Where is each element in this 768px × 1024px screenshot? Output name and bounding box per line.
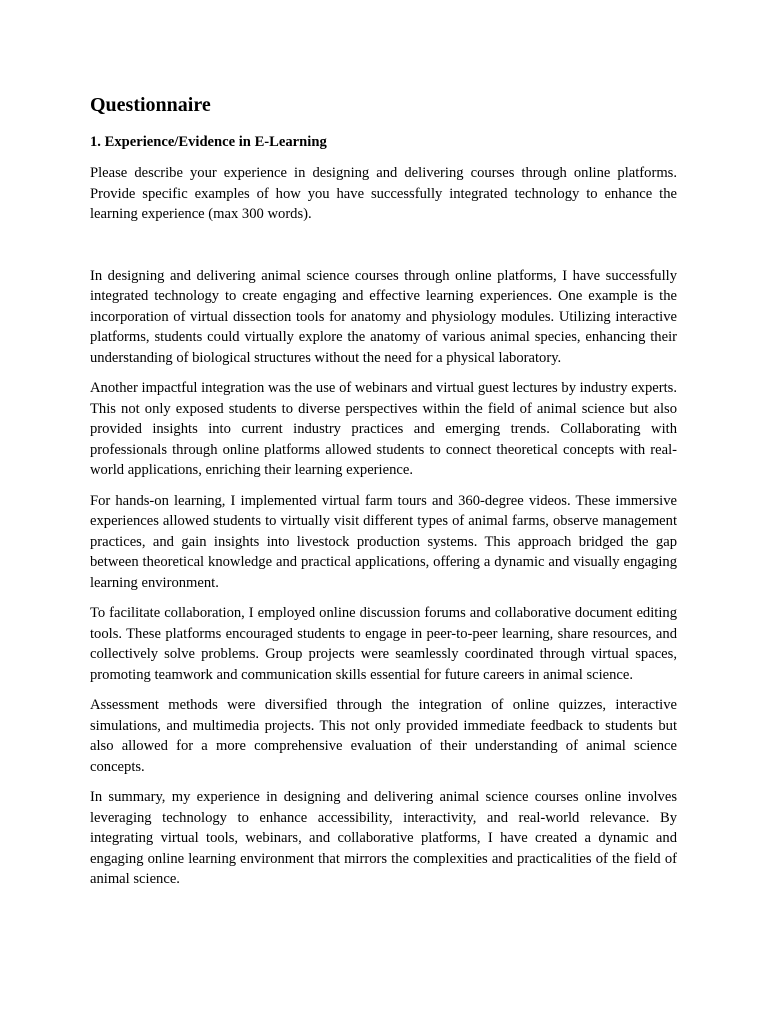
answer-paragraph: For hands-on learning, I implemented virtual farm tours and 360-degree videos. These immersive experiences allowed students to virtually visit different types of animal farms, observe management practices, and gain insights into livestock production systems. This approach bridged the gap between theoretical knowledge and practical applications, offering a dynamic and visually engaging learning environment. [90,492,677,591]
question-prompt: Please describe your experience in designing and delivering courses through online platforms. Provide specific examples of how you have successfully integrated technology to enhance the learning experience (max 300 words). [90,165,677,222]
document-page [90,92,677,900]
answer-paragraph: In designing and delivering animal science courses through online platforms, I have successfully integrated technology to create engaging and effective learning experiences. One example is the incorporation of virtual dissection tools for anatomy and physiology modules. Utilizing interactive platforms, students could virtually explore the anatomy of various animal species, enhancing their understanding of biological structures without the need for a physical laboratory. [90,267,677,366]
document-title: Questionnaire [90,94,211,116]
answer-paragraph: To facilitate collaboration, I employed online discussion forums and collaborative document editing tools. These platforms encouraged students to engage in peer-to-peer learning, share resources, and collectively solve problems. Group projects were seamlessly coordinated through virtual spaces, promoting teamwork and communication skills essential for future careers in animal science. [90,605,677,683]
section-heading: 1. Experience/Evidence in E-Learning [90,134,327,150]
answer-paragraph: In summary, my experience in designing and delivering animal science courses online involves leveraging technology to enhance accessibility, interactivity, and real-world relevance. By integrating virtual tools, webinars, and collaborative platforms, I have created a dynamic and engaging online learning environment that mirrors the complexities and practicalities of the field of animal science. [90,789,677,887]
answer-paragraph: Another impactful integration was the use of webinars and virtual guest lectures by industry experts. This not only exposed students to diverse perspectives within the field of animal science but also provided insights into current industry practices and emerging trends. Collaborating with professionals through online platforms allowed students to connect theoretical concepts with real-world applications, enriching their learning experience. [90,380,677,478]
answer-paragraph: Assessment methods were diversified through the integration of online quizzes, interactive simulations, and multimedia projects. This not only provided immediate feedback to students but also allowed for a more comprehensive evaluation of their understanding of animal science concepts. [90,697,677,775]
